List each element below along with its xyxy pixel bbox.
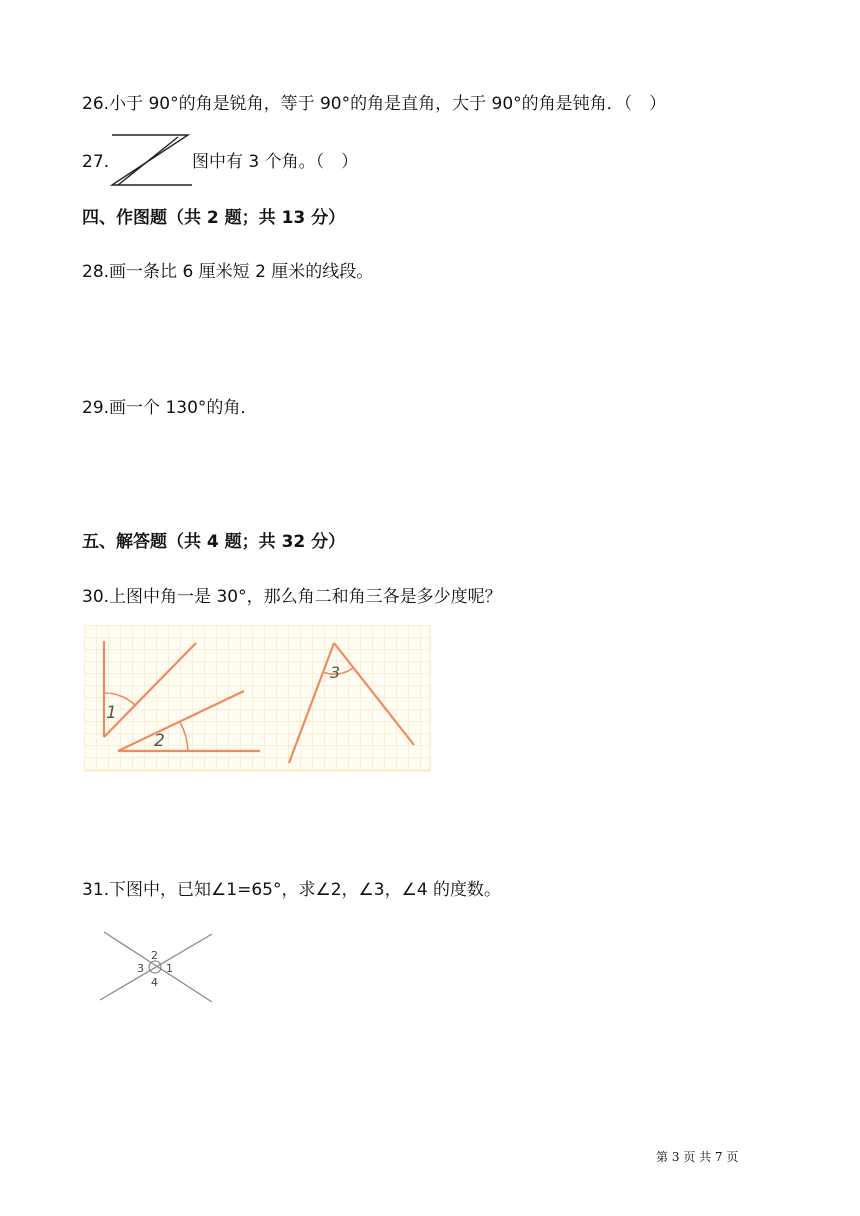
line-a — [104, 932, 212, 1002]
z-shape-figure — [108, 131, 194, 189]
page-footer: 第 3 页 共 7 页 — [656, 1150, 739, 1164]
angles-grid-figure — [84, 625, 432, 773]
angle-label-2: 2 — [151, 949, 158, 962]
angle-label-1: 1 — [166, 962, 173, 975]
angle-label-4: 4 — [151, 976, 158, 989]
question-26: 26.小于 90°的角是锐角，等于 90°的角是直角，大于 90°的角是钝角．（ ） — [82, 94, 667, 114]
question-29: 29.画一个 130°的角． — [82, 398, 258, 418]
question-28: 28.画一条比 6 厘米短 2 厘米的线段。 — [82, 262, 374, 282]
angle-3-label: 3 — [330, 663, 341, 682]
z-shape-second-stroke — [118, 137, 178, 185]
question-27-text: 图中有 3 个角。（ ） — [192, 152, 359, 172]
angle-1-label: 1 — [106, 703, 117, 723]
section-5-title: 五、解答题（共 4 题；共 32 分） — [82, 532, 346, 552]
question-27-number: 27. — [82, 152, 110, 172]
intersecting-lines-figure — [96, 926, 216, 1006]
section-4-title: 四、作图题（共 2 题；共 13 分） — [82, 208, 346, 228]
angle-2-label: 2 — [154, 731, 165, 751]
angle-label-3: 3 — [137, 962, 144, 975]
question-30: 30.上图中角一是 30°，那么角二和角三各是多少度呢？ — [82, 587, 502, 607]
z-shape-lines — [112, 135, 192, 185]
question-31: 31.下图中，已知∠1=65°，求∠2，∠3，∠4 的度数。 — [82, 880, 502, 900]
line-b — [100, 934, 212, 1000]
